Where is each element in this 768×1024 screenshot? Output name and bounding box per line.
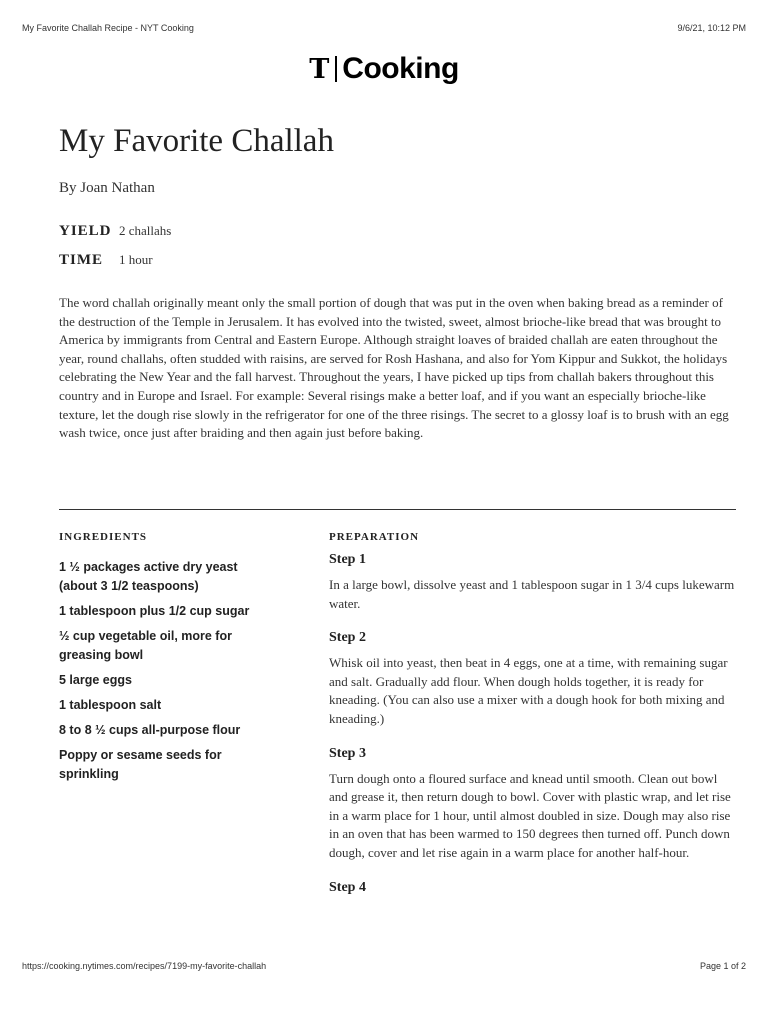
yield-label: YIELD: [59, 223, 112, 239]
step-3: [329, 746, 739, 863]
print-header: [22, 23, 746, 33]
print-page-title: My Favorite Challah Recipe - NYT Cooking: [22, 23, 194, 33]
step-1: [329, 552, 739, 613]
step-title: Step 2: [329, 630, 366, 646]
yield-value: 2 challahs: [119, 223, 172, 238]
time-row: [59, 252, 153, 269]
step-text: Turn dough onto a floured surface and knead until smooth. Clean out bowl and grease it, then return dough to bowl. Cover with plastic wrap, and let rise in a warm place for 1 hour, until almost doubled in size. Dough may also rise in an oven that has been warmed to 150 degrees then turned off. Punch down dough, cover and let rise again in a warm place for another half-hour.: [329, 770, 731, 860]
ingredient-item: 8 to 8 ½ cups all-purpose flour: [59, 723, 241, 737]
step-text: Whisk oil into yeast, then beat in 4 eggs, one at a time, with remaining sugar and salt. Gradually add flour. When dough holds together, it is ready for kneading. (You can also use a mixer with a dough hook for both mixing and kneading.): [329, 655, 728, 726]
recipe-title: My Favorite Challah: [59, 123, 334, 159]
ingredient-item: 1 ½ packages active dry yeast (about 3 1/2 teaspoons): [59, 560, 238, 593]
step-title: Step 4: [329, 879, 366, 895]
nyt-t-logo-icon: T: [309, 53, 330, 85]
step-title: Step 3: [329, 745, 366, 761]
ingredient-item: 1 tablespoon plus 1/2 cup sugar: [59, 604, 250, 618]
ingredients-list: [59, 558, 274, 790]
print-footer: [22, 961, 746, 971]
ingredient-item: ½ cup vegetable oil, more for greasing bowl: [59, 629, 232, 662]
print-timestamp: 9/6/21, 10:12 PM: [677, 23, 746, 33]
step-4: [329, 880, 739, 896]
time-value: 1 hour: [119, 252, 153, 267]
brand-name: Cooking: [342, 52, 459, 85]
print-url[interactable]: https://cooking.nytimes.com/recipes/7199-my-favorite-challah: [22, 961, 267, 971]
ingredient-item: Poppy or sesame seeds for sprinkling: [59, 748, 222, 781]
section-divider: [59, 509, 736, 510]
preparation-steps: [329, 552, 739, 913]
page-indicator: Page 1 of 2: [699, 961, 746, 971]
time-label: TIME: [59, 252, 104, 268]
nyt-cooking-logo[interactable]: [0, 54, 768, 84]
yield-row: [59, 223, 171, 240]
ingredient-item: 5 large eggs: [59, 673, 132, 687]
step-title: Step 1: [329, 552, 366, 567]
step-2: [329, 630, 739, 728]
preparation-heading: PREPARATION: [329, 531, 420, 543]
ingredients-heading: INGREDIENTS: [59, 531, 148, 543]
step-text: In a large bowl, dissolve yeast and 1 tablespoon sugar in 1 3/4 cups lukewarm water.: [329, 577, 735, 611]
recipe-intro: The word challah originally meant only the small portion of dough that was put in the oven when baking bread as a reminder of the destruction of the Temple in Jerusalem. It has evolved into the twisted, sweet, almost brioche-like bread that was brought to America by immigrants from Central and Eastern Europe. Although straight loaves of braided challah are eaten throughout the year, round challahs, often studded with raisins, are served for Rosh Hashana, and also for Yom Kippur and Sukkot, the holidays celebrating the New Year and the fall harvest. Throughout the years, I have picked up tips from challah bakers throughout this country and in Europe and Israel. For example: Several risings make a better loaf, and if you want an especially brioche-like texture, let the dough rise slowly in the refrigerator for one of the three risings. The secret to a glossy loaf is to brush with an egg wash twice, once just after braiding and then again just before baking.: [59, 295, 729, 441]
recipe-byline: By Joan Nathan: [59, 180, 155, 196]
ingredient-item: 1 tablespoon salt: [59, 698, 162, 712]
logo-divider: [335, 56, 337, 82]
